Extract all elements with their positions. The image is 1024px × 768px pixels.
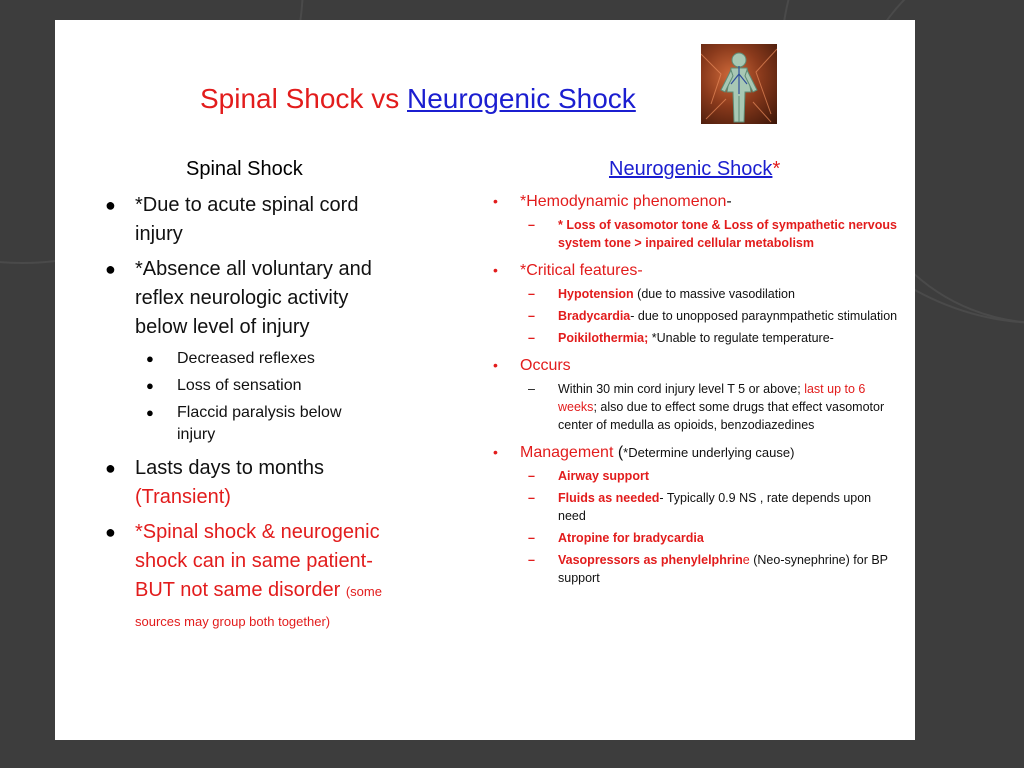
dash-icon: – xyxy=(528,309,535,323)
dash-icon: – xyxy=(528,491,535,505)
list-item: ● Loss of sensation xyxy=(105,375,405,397)
slide xyxy=(55,20,915,740)
list-item: • Occurs xyxy=(493,357,571,374)
slide-title xyxy=(200,83,636,115)
list-item: ● *Spinal shock & neurogenic shock can in same patient-BUT not same disorder (some sources may group both together) xyxy=(105,518,385,636)
human-anatomy-nervous-system-image xyxy=(701,44,777,124)
list-item: ● *Absence all voluntary and reflex neurologic activity below level of injury xyxy=(105,255,405,342)
bullet-icon: ● xyxy=(105,458,116,478)
list-item: – Within 30 min cord injury level T 5 or above; last up to 6 weeks; also due to effect some drugs that effect vasomotor center of medulla as opioids, benzodiazedines xyxy=(528,382,885,432)
bullet-icon: ● xyxy=(146,351,154,366)
bullet-icon: ● xyxy=(105,522,116,542)
list-item: ● Decreased reflexes xyxy=(105,348,405,370)
neurogenic-shock-link[interactable]: Neurogenic Shock xyxy=(609,158,773,180)
dash-icon: – xyxy=(528,218,535,232)
spinal-shock-column xyxy=(105,191,405,642)
list-item: – Fluids as needed- Typically 0.9 NS , rate depends upon need xyxy=(528,491,872,523)
dash-icon: – xyxy=(528,553,535,567)
dash-icon: – xyxy=(528,287,535,301)
dash-icon: – xyxy=(528,382,535,396)
title-part-1: Spinal Shock vs xyxy=(200,83,407,114)
list-item: – Airway support xyxy=(528,469,649,483)
bullet-icon: • xyxy=(493,193,498,209)
dash-icon: – xyxy=(528,469,535,483)
list-item: – Bradycardia- due to unopposed paraynmpathetic stimulation xyxy=(528,309,898,323)
list-item: • *Critical features- xyxy=(493,262,643,279)
bullet-icon: ● xyxy=(146,378,154,393)
list-item: – Vasopressors as phenylelphrine (Neo-synephrine) for BP support xyxy=(528,553,888,585)
list-item: ● Flaccid paralysis below injury xyxy=(146,404,342,443)
bullet-icon: • xyxy=(493,444,498,460)
bullet-icon: ● xyxy=(105,195,116,215)
title-link-neurogenic-shock[interactable]: Neurogenic Shock xyxy=(407,83,636,114)
list-item: – * Loss of vasomotor tone & Loss of sympathetic nervous system tone > inpaired cellular metabolism xyxy=(528,218,897,250)
bullet-icon: ● xyxy=(146,405,154,420)
list-item: – Atropine for bradycardia xyxy=(528,531,704,545)
neurogenic-shock-column xyxy=(488,191,898,591)
bullet-icon: • xyxy=(493,262,498,278)
list-item: • *Hemodynamic phenomenon- xyxy=(493,193,732,210)
bullet-icon: • xyxy=(493,357,498,373)
dash-icon: – xyxy=(528,331,535,345)
dash-icon: – xyxy=(528,531,535,545)
spinal-shock-heading: Spinal Shock xyxy=(186,158,303,180)
neurogenic-shock-heading: Neurogenic Shock* xyxy=(609,158,781,180)
bullet-icon: ● xyxy=(105,259,116,279)
list-item: – Hypotension (due to massive vasodilation xyxy=(528,287,795,301)
list-item: • Management (*Determine underlying cause) xyxy=(493,444,795,461)
list-item: – Poikilothermia; *Unable to regulate temperature- xyxy=(528,331,834,345)
list-item: ● Lasts days to months (Transient) xyxy=(105,454,405,512)
list-item: ● *Due to acute spinal cord injury xyxy=(105,191,405,249)
